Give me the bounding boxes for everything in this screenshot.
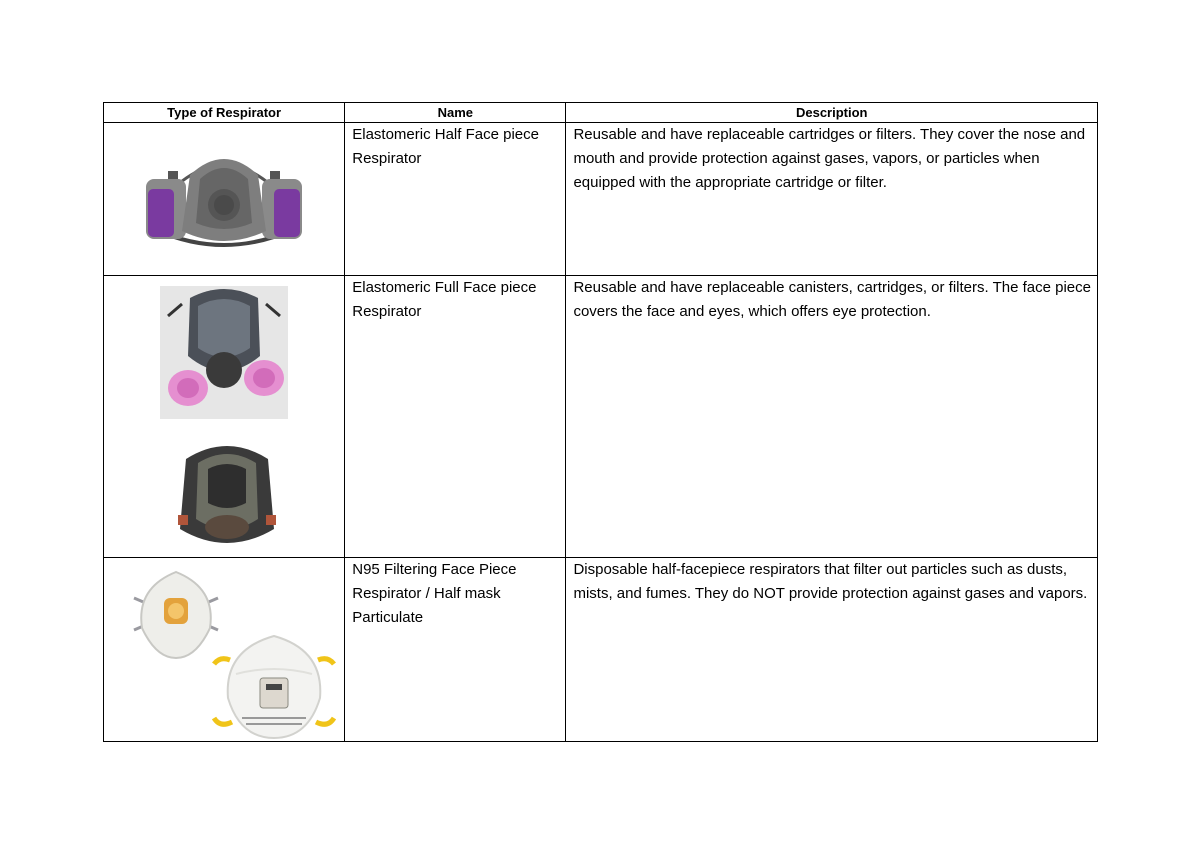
n95-mask-yellow-straps-photo <box>212 634 336 740</box>
respirator-description: Reusable and have replaceable cartridges or filters. They cover the nose and mouth and provide protection against gases, vapors, or particles when equipped with the appropriate cartridge or filter. <box>566 123 1098 276</box>
respirator-description: Disposable half-facepiece respirators that filter out particles such as dusts, mists, and fumes. They do NOT provide protection against gases and vapors. <box>566 558 1098 742</box>
type-image-cell <box>104 558 345 742</box>
respirator-table <box>103 102 1098 742</box>
full-face-respirator-photo-front <box>174 439 280 551</box>
header-type: Type of Respirator <box>104 103 345 123</box>
header-description: Description <box>566 103 1098 123</box>
table-row <box>104 123 1098 276</box>
table-header-row <box>104 103 1098 123</box>
type-image-cell <box>104 276 345 558</box>
respirator-name: N95 Filtering Face Piece Respirator / Half mask Particulate <box>345 558 566 742</box>
half-face-respirator-photo <box>138 135 310 251</box>
respirator-name: Elastomeric Half Face piece Respirator <box>345 123 566 276</box>
header-name: Name <box>345 103 566 123</box>
full-face-respirator-photo-pink-filters <box>160 286 288 419</box>
respirator-name: Elastomeric Full Face piece Respirator <box>345 276 566 558</box>
table-row <box>104 276 1098 558</box>
type-image-cell <box>104 123 345 276</box>
respirator-description: Reusable and have replaceable canisters, cartridges, or filters. The face piece covers the face and eyes, which offers eye protection. <box>566 276 1098 558</box>
table-row <box>104 558 1098 742</box>
